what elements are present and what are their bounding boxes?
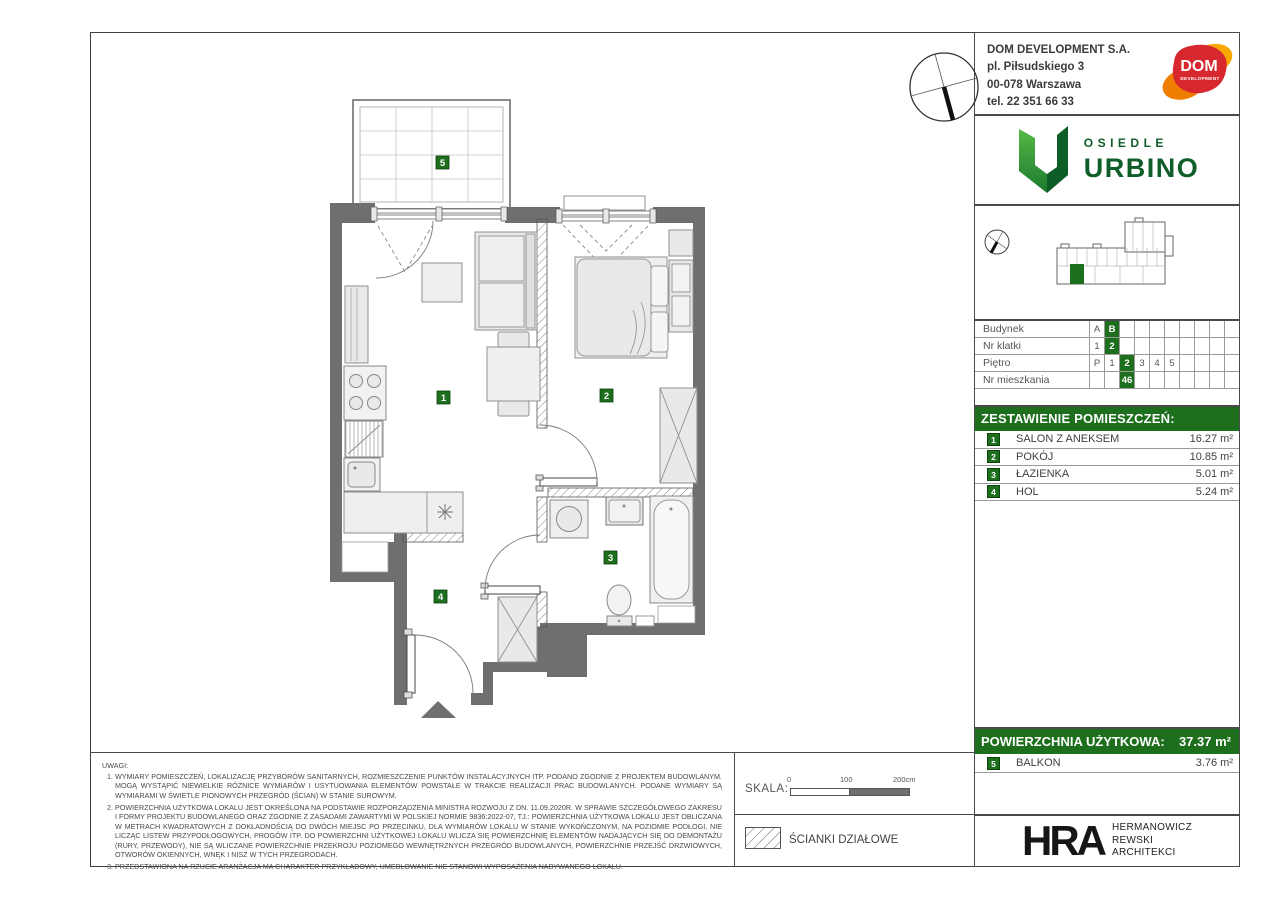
room-row xyxy=(975,431,1239,449)
scale-box xyxy=(735,752,974,815)
company-phone: tel. 22 351 66 33 xyxy=(987,95,1074,108)
unit-table-cell xyxy=(1149,372,1164,388)
unit-table-cell xyxy=(1179,321,1194,337)
badge-room-4 xyxy=(434,590,447,603)
unit-table-row xyxy=(975,321,1239,338)
unit-table-cell xyxy=(1179,338,1194,354)
notes-box xyxy=(90,752,735,872)
unit-table-cell: 1 xyxy=(1089,338,1104,354)
scale-label: SKALA: xyxy=(745,783,789,795)
scale-tick-0: 0 xyxy=(787,775,792,784)
dom-development-logo xyxy=(1162,40,1234,106)
toilet xyxy=(607,585,631,615)
unit-table-cell xyxy=(1209,338,1224,354)
unit-table-cell xyxy=(1209,355,1224,371)
unit-table-row xyxy=(975,355,1239,372)
unit-table-cell xyxy=(1224,372,1239,388)
coffee-table xyxy=(422,263,462,302)
unit-table-cell: B xyxy=(1104,321,1119,337)
site-plan-box xyxy=(974,205,1240,320)
site-plan xyxy=(975,206,1239,319)
room-number-badge: 1 xyxy=(987,433,1000,446)
unit-table-row xyxy=(975,372,1239,389)
room-area: 10.85 m² xyxy=(1189,450,1233,463)
legend-label: ŚCIANKI DZIAŁOWE xyxy=(789,834,899,846)
unit-table-cell xyxy=(1164,338,1179,354)
unit-table-cell xyxy=(1224,321,1239,337)
scale-tick-200: 200cm xyxy=(893,775,916,784)
unit-location-table xyxy=(974,320,1240,406)
room-number-badge: 2 xyxy=(987,450,1000,463)
hall-wardrobe xyxy=(498,597,537,662)
unit-table-cell xyxy=(1119,338,1134,354)
svg-text:1: 1 xyxy=(440,393,447,404)
entrance-door xyxy=(404,629,473,718)
balcony-badge: 5 xyxy=(987,757,1000,770)
north-compass-icon xyxy=(905,48,983,126)
svg-text:2: 2 xyxy=(603,391,610,402)
company-info-box xyxy=(974,32,1240,115)
bedroom-door xyxy=(536,425,597,491)
room-list-box xyxy=(974,406,1240,728)
wall-niche xyxy=(342,542,388,572)
scale-bar xyxy=(790,788,910,796)
estate-logo-bottom: URBINO xyxy=(1083,153,1200,183)
room-row xyxy=(975,449,1239,467)
svg-text:5: 5 xyxy=(439,158,446,169)
unit-table-cell xyxy=(1179,355,1194,371)
usable-area-box xyxy=(974,728,1240,815)
badge-room-1 xyxy=(437,391,450,404)
unit-table-cell: 5 xyxy=(1164,355,1179,371)
unit-table-cell xyxy=(1194,355,1209,371)
unit-table-cell xyxy=(1089,372,1104,388)
unit-table-row xyxy=(975,338,1239,355)
unit-table-cell xyxy=(1209,321,1224,337)
unit-table-label: Nr klatki xyxy=(983,340,1021,352)
unit-table-cell xyxy=(1134,372,1149,388)
room-name: POKÓJ xyxy=(1016,450,1054,463)
living-room-furniture xyxy=(422,232,540,416)
entrance-arrow xyxy=(421,701,456,718)
unit-table-cell xyxy=(1194,321,1209,337)
notes-title: UWAGI: xyxy=(102,761,129,770)
floor-plan xyxy=(85,30,975,752)
balcony xyxy=(353,100,510,209)
usable-area-value: 37.37 m² xyxy=(1178,734,1231,749)
architect-logo-box xyxy=(974,815,1240,867)
unit-table-cell: 2 xyxy=(1104,338,1119,354)
badge-room-3 xyxy=(604,551,617,564)
svg-text:3: 3 xyxy=(607,553,614,564)
highlighted-unit xyxy=(1070,264,1084,284)
room-list-header: ZESTAWIENIE POMIESZCZEŃ: xyxy=(975,407,1239,431)
unit-table-cell xyxy=(1119,321,1134,337)
company-address-2: 00-078 Warszawa xyxy=(987,78,1082,91)
room-area: 5.24 m² xyxy=(1195,485,1233,498)
architect-line-3: ARCHITEKCI xyxy=(1112,847,1176,859)
room-name: HOL xyxy=(1016,485,1039,498)
room-number-badge: 3 xyxy=(987,468,1000,481)
unit-table-cell xyxy=(1149,321,1164,337)
partition-hatch-icon xyxy=(745,827,781,849)
badge-room-2 xyxy=(600,389,613,402)
bathroom-door xyxy=(481,535,540,599)
balcony-area: 3.76 m² xyxy=(1195,757,1233,769)
kitchen-fixtures xyxy=(344,286,463,533)
unit-table-cell xyxy=(1134,338,1149,354)
mini-compass-icon xyxy=(985,230,1009,254)
unit-table-cell xyxy=(1104,372,1119,388)
unit-table-cell: 3 xyxy=(1134,355,1149,371)
unit-table-cell: 1 xyxy=(1104,355,1119,371)
unit-table-cell xyxy=(1149,338,1164,354)
room-row xyxy=(975,484,1239,502)
note-item: 2. POWIERZCHNIA UŻYTKOWA LOKALU JEST OKREŚLONA NA PODSTAWIE ROZPORZĄDZENIA MINISTRA ROZWOJU Z DN. 11.09.2020R. W SPRAWIE SZCZEGÓŁOWEGO ZAKRESU I FORMY PROJEKTU BUDOWLANEGO ORAZ ZGODNIE Z ZASADAMI ZAWARTYMI W POLSKIEJ NORMIE 9836:2022-07, TJ.: POWIERZCHNIA UŻYTKOWA LOKALU JEST OBLICZANA W METRACH KWADRATOWYCH Z DOKŁADNOŚCIĄ DO DWÓCH MIEJSC PO PRZECINKU, DLA WYMIARÓW LOKALU W STANIE WYKOŃCZONYM, NA POZIOMIE PODŁOGI, NIE LICZĄC LISTEW PRZYPODŁOGOWYCH, PROGÓW ITP. DO POWIERZCHNI UŻYTKOWEJ LOKALU WLICZA SIĘ POWIERZCHNIĘ ELEMENTÓW NADAJĄCYCH SIĘ DO DEMONTAŻU (RURY, PRZEWODY), NIE SĄ WLICZANE POWIERZCHNIE PRZEKROJU POZIOMEGO WEWNĘTRZNYCH PRZEGRÓD BUDOWLANYCH, POWIERZCHNIE PRZEJŚĆ DRZWIOWYCH, OTWORÓW OKIENNYCH, WNĘK I NISZ W TYCH PRZEGRODACH. xyxy=(115,803,722,859)
hra-logo: HRA xyxy=(1022,817,1105,864)
svg-text:DEVELOPMENT: DEVELOPMENT xyxy=(1180,76,1220,81)
unit-table-cell xyxy=(1194,372,1209,388)
unit-table-cell: 46 xyxy=(1119,372,1134,388)
usable-area-label: POWIERZCHNIA UŻYTKOWA: xyxy=(981,734,1165,749)
unit-table-cell xyxy=(1224,355,1239,371)
unit-table-label: Budynek xyxy=(983,323,1024,335)
svg-text:DOM: DOM xyxy=(1180,58,1218,75)
architect-line-1: HERMANOWICZ xyxy=(1112,822,1192,834)
stove xyxy=(344,366,386,420)
svg-text:4: 4 xyxy=(437,592,444,603)
balcony-name: BALKON xyxy=(1016,757,1061,769)
unit-table-cell: 4 xyxy=(1149,355,1164,371)
balcony-row xyxy=(975,754,1239,773)
company-name: DOM DEVELOPMENT S.A. xyxy=(987,44,1131,56)
company-address-1: pl. Piłsudskiego 3 xyxy=(987,61,1085,74)
legend-box xyxy=(735,815,974,867)
room-number-badge: 4 xyxy=(987,485,1000,498)
note-item: 1. WYMIARY POMIESZCZEŃ, LOKALIZACJĘ PRZYBORÓW SANITARNYCH, ROZMIESZCZENIE PUNKTÓW INSTALACYJNYCH ITP. PODANO ZGODNIE Z PROJEKTEM BUDOWLANYM. MOGĄ WYSTĄPIĆ NIEWIELKIE RÓŻNICE WYMIARÓW I USYTUOWANIA ELEMENTÓW POWSTAŁE W TRAKCIE REALIZACJI PRAC BUDOWLANYCH. PODANE WYMIARY SĄ WYMIARAMI W ŚWIETLE PIONOWYCH PRZEGRÓD (ŚCIAN) W STANIE SUROWYM. xyxy=(115,772,722,800)
unit-table-cell xyxy=(1164,321,1179,337)
unit-table-label: Nr mieszkania xyxy=(983,374,1050,386)
bath-niche xyxy=(658,606,695,623)
unit-table-cell xyxy=(1194,338,1209,354)
unit-table-cell: A xyxy=(1089,321,1104,337)
unit-table-cell xyxy=(1179,372,1194,388)
unit-table-cell xyxy=(1134,321,1149,337)
room-name: ŁAZIENKA xyxy=(1016,468,1070,481)
unit-table-cell xyxy=(1209,372,1224,388)
unit-table-cell xyxy=(1224,338,1239,354)
estate-logo-box xyxy=(974,115,1240,205)
room-area: 16.27 m² xyxy=(1189,433,1233,446)
usable-area-header xyxy=(975,729,1239,754)
estate-logo-top: OSIEDLE xyxy=(1083,136,1168,150)
unit-table-cell: 2 xyxy=(1119,355,1134,371)
room-row xyxy=(975,466,1239,484)
architect-line-2: REWSKI xyxy=(1112,834,1154,846)
note-item: 3. PRZEDSTAWIONA NA RZUCIE ARANŻACJA MA CHARAKTER PRZYKŁADOWY, UMEBLOWANIE NIE STANOWI WYPOSAŻENIA NABYWANEGO LOKALU. xyxy=(115,862,722,871)
room-area: 5.01 m² xyxy=(1195,468,1233,481)
room-name: SALON Z ANEKSEM xyxy=(1016,433,1120,446)
scale-tick-100: 100 xyxy=(840,775,853,784)
urbino-logo-mark xyxy=(1015,123,1071,197)
unit-table-cell xyxy=(1164,372,1179,388)
unit-table-label: Piętro xyxy=(983,357,1011,369)
bedroom-furniture xyxy=(575,230,697,483)
unit-table-cell: P xyxy=(1089,355,1104,371)
dining-table xyxy=(487,347,540,401)
badge-room-5 xyxy=(436,156,449,169)
